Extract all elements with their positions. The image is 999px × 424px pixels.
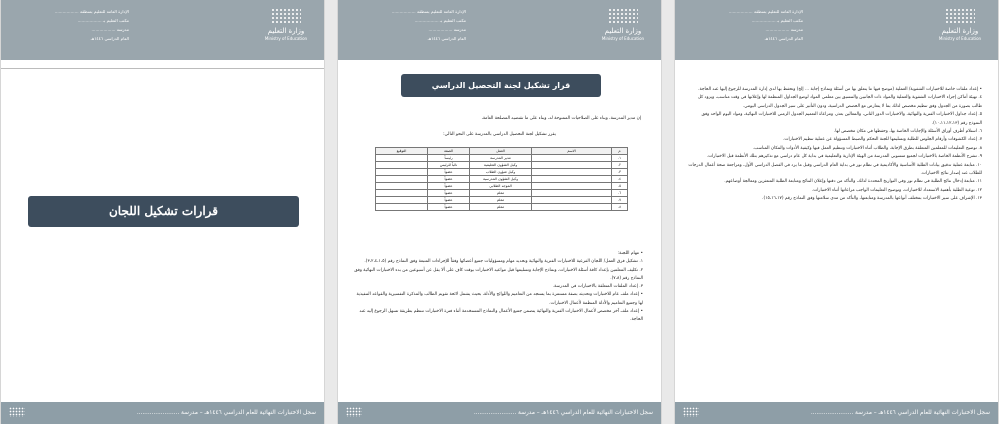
header-line: مكتب التعليم بـ .................. (751, 18, 803, 23)
header-line: مكتب التعليم بـ .................. (414, 18, 466, 23)
table-cell (376, 197, 428, 204)
task-paragraph: ٩. تشرح الأنظمة الخاصة بالاختبارات لجميع منسوبي المدرسة من الهيئة الإدارية والتعليمية في بداية كل عام دراسي مع تذكيرهم بتلك الأنظمة قبل الاختبارات. (706, 154, 982, 160)
table-cell: ٤. (612, 176, 628, 183)
task-paragraph: • إعداد ملف عام للاختبارات وتحديثه بصفة مستمرة بما يستجد من التعاميم واللوائح والأدلة، بحيث يشمل لائحة تقويم الطالب والمذكرة التفسيرية والقواعد التنفيذية لها وجميع التعاميم والأدلة المنظمة لأعمال الاختبارات. (356, 292, 643, 306)
header-line: مدرسة .................. (765, 27, 803, 32)
document-page-tasks (674, 0, 999, 424)
ministry-logo (597, 8, 649, 42)
header-line: مكتب التعليم بـ .................. (77, 18, 129, 23)
header-line: العام الدراسي ۱٤٤٦هـ (764, 36, 803, 41)
table-cell (376, 204, 428, 211)
table-cell: ٦. (612, 190, 628, 197)
header-line: العام الدراسي ۱٤٤٦هـ (90, 36, 129, 41)
task-paragraph: ٦. استلام أظرف أوراق الأسئلة والإجابات الخاصة بها، وحفظها في مكان مخصص لها. (833, 129, 982, 135)
footer-logo-icon (683, 407, 699, 417)
table-cell (532, 190, 612, 197)
table-cell: عضواً (428, 204, 470, 211)
header-line: الإدارة العامة للتعليم بمنطقة .................. (728, 9, 803, 14)
table-cell (532, 204, 612, 211)
section-title: قرار تشكيل لجنة التحصيل الدراسي (401, 74, 601, 97)
header-line: مدرسة .................. (91, 27, 129, 32)
footer-text: سجل الاختبارات النهائية للعام الدراسي ١٤٤٦هـ – مدرسة ....................... (810, 410, 990, 416)
table-cell: معلم (470, 197, 532, 204)
table-cell: وكيل الشؤون المدرسية (470, 176, 532, 183)
table-cell: ٢. (612, 162, 628, 169)
task-paragraph: ٥. إعداد جداول الاختبارات الفترية والنهائية، والاختبارات الدور الثاني، والمعالين بعذر، ومراعاة التعميم الجدول الزمني للاختبارات النهائية، ومواد اليوم الواحد وفق النموذج رقم (١٠،١١،١٢،١٣). (701, 112, 982, 126)
logo-english-text: Ministry of Education (264, 36, 308, 41)
cover-title: قرارات تشكيل اللجان (28, 196, 299, 227)
task-paragraph: ٤. تهيئة أماكن إجراء الاختبارات الشفوية والعملية والمواد ذات الجانبين والتنسيق بين معلمي المواد لوضع الجداول المنظمة لها وإعلانها في وقت مناسب، ويزود كل طالب بصورة من الجدول وفق تنظيم مخصص لذلك بما لا يتعارض مع الحصص الدراسية، ودون التأثير على سير الجدول الدراسي اليومي. (697, 95, 982, 109)
document-page-cover (0, 0, 325, 424)
committee-table (375, 147, 628, 211)
table-cell: ٣. (612, 169, 628, 176)
table-cell: وكيل شؤون الطلاب (470, 169, 532, 176)
logo-arabic-text: وزارة التعليم (267, 27, 305, 35)
table-cell: وكيل الشؤون التعليمية (470, 162, 532, 169)
header-line: الإدارة العامة للتعليم بمنطقة .................. (54, 9, 129, 14)
logo-dots-icon (945, 8, 975, 24)
header-line: مدرسة .................. (428, 27, 466, 32)
logo-english-text: Ministry of Education (938, 36, 982, 41)
logo-english-text: Ministry of Education (601, 36, 645, 41)
table-header-row (376, 148, 628, 155)
tasks-continued (688, 86, 982, 204)
ministry-logo (260, 8, 312, 42)
table-cell: عضواً (428, 190, 470, 197)
intro-text-2: يقرر تشكيل لجنة التحصيل الدراسي بالمدرسة على النحو التالي: (443, 132, 556, 137)
ministry-logo (934, 8, 986, 42)
table-cell: مدير المدرسة (470, 155, 532, 162)
column-header: العمل (470, 148, 532, 155)
task-paragraph: ١٠. متابعة عملية تدقيق بيانات الطلبة الأساسية والأكاديمية في نظام نور في بداية العام الدراسي وقبل ما يرد في الفصل الدراسي الأول، ومراجعة صحة أعمال الدرجات للطلاب عند إصدار نتائج الاختبارات. (688, 162, 982, 177)
table-cell: ٨. (612, 204, 628, 211)
table-cell: عضواً (428, 197, 470, 204)
task-paragraph: ١. تشكيل فرق العمل/ اللجان الفرعية للاختبارات الفترية والنهائية وتحديد مهام ومسؤوليات جميع أعضائها وفقاً للإجراءات المتبعة وفق النماذج رقم (٣،٢،٤،١،٥). (364, 259, 643, 265)
task-paragraph: • إعداد ملفات خاصة للاختبارات الشفوية/ العملية (موضح فيها ما يتعلق بها من أسئلة ونماذج إجابة ... إلخ) وتحفظ بها لدى إدارة المدرسة للرجوع إليها عند الحاجة. (698, 87, 982, 92)
footer-logo-icon (9, 407, 25, 417)
task-paragraph: • مهام اللجنة: (617, 251, 643, 256)
table-cell (376, 190, 428, 197)
table-row (376, 183, 628, 190)
column-header: م (612, 148, 628, 155)
header-info (346, 7, 466, 43)
table-row (376, 176, 628, 183)
cover-area (1, 68, 324, 400)
task-paragraph: ٧. إعداد الكشوفات وأرقام الجلوس للطلبة وتسليمها للجنة التحكم والضبط المسؤولة عن عملية تنظيم الاختبارات. (783, 137, 982, 143)
column-header: الاسم (532, 148, 612, 155)
page-footer (338, 402, 661, 424)
intro-text: إن مدير المدرسة، وبناء على الصلاحيات الممنوحة له، وبناء على ما تقتضيه المصلحة العامة، (481, 116, 641, 121)
page-header (338, 0, 661, 60)
logo-arabic-text: وزارة التعليم (941, 27, 979, 35)
table-row (376, 190, 628, 197)
table-cell (376, 169, 428, 176)
table-cell (532, 183, 612, 190)
column-header: التوقيع (376, 148, 428, 155)
footer-text: سجل الاختبارات النهائية للعام الدراسي ١٤٤٦هـ – مدرسة ....................... (473, 410, 653, 416)
table-cell: رئيساً (428, 155, 470, 162)
table-cell: معلم (470, 190, 532, 197)
table-cell: عضواً (428, 176, 470, 183)
task-paragraph: • إعداد ملف آخر مخصص لأعمال الاختبارات الفترية والنهائية يتضمن جميع الأعمال والنماذج المستخدمة أثناء فترة الاختبارات تنتظم بطريقة تسهل الرجوع إليه عند الحاجة. (359, 308, 643, 322)
column-header: الصفة (428, 148, 470, 155)
table-cell (532, 162, 612, 169)
task-paragraph: ١٣. الإشراف على سير الاختبارات بمختلف أنواعها بالمدرسة ومتابعتها، والتأكد من مدى سلامتها وفق النماذج رقم (١٥،١٦،١٧). (762, 196, 982, 202)
task-paragraph: ١٢. توعية الطلبة بأهمية الاستعداد للاختبارات، وتوضيح التعليمات الواجب مراعاتها أثناء الاختبارات. (811, 187, 982, 193)
page-header (675, 0, 998, 60)
table-cell: عضواً (428, 169, 470, 176)
page-header (1, 0, 324, 60)
table-cell (532, 197, 612, 204)
task-paragraph: ٣. إعداد الملفات المتعلقة بالاختبارات في المدرسة. (552, 284, 643, 289)
header-line: العام الدراسي ۱٤٤٦هـ (427, 36, 466, 41)
table-cell: ٥. (612, 183, 628, 190)
footer-text: سجل الاختبارات النهائية للعام الدراسي ١٤٤٦هـ – مدرسة ....................... (136, 410, 316, 416)
document-page-committee (337, 0, 662, 424)
committee-tasks (351, 250, 643, 324)
table-cell: ١. (612, 155, 628, 162)
task-paragraph: ٨. توضيح التعليمات للمعلمين المتعلقة بطرق الإجابة، والطلاب أثناء الاختبارات وتنظيم العمل فيها وكيفية الأدوات والمكان المناسب. (752, 145, 982, 151)
logo-dots-icon (271, 8, 301, 24)
table-row (376, 204, 628, 211)
header-info (9, 7, 129, 43)
table-cell (532, 176, 612, 183)
page-footer (1, 402, 324, 424)
task-paragraph: ٢. تكليف المعلمين بإعداد كافة أسئلة الاختبارات، ونماذج الإجابة وتسليمها قبل مواعيد الاختبارات بوقت كاف على ألا يقل عن أسبوعين من بدء الاختبارات النهائية وفق النماذج رقم (٧،٨). (354, 267, 643, 281)
header-line: الإدارة العامة للتعليم بمنطقة .................. (391, 9, 466, 14)
footer-logo-icon (346, 407, 362, 417)
table-cell: الموجه الطلابي (470, 183, 532, 190)
table-cell: ٧. (612, 197, 628, 204)
table-cell (376, 176, 428, 183)
table-cell: نائباً للرئيس (428, 162, 470, 169)
table-cell (532, 155, 612, 162)
task-paragraph: ١١. متابعة إدخال نتائج الطلبة في نظام نور وفي التواريخ المحددة لذلك، والتأكد من دقتها وإعلان النتائج ومتابعة الطلبة المتعثرين ومعالجة أوضاعهم. (724, 179, 982, 185)
logo-dots-icon (608, 8, 638, 24)
table-row (376, 169, 628, 176)
header-info (683, 7, 803, 43)
logo-arabic-text: وزارة التعليم (604, 27, 642, 35)
table-row (376, 197, 628, 204)
page-footer (675, 402, 998, 424)
table-cell (376, 155, 428, 162)
table-row (376, 162, 628, 169)
table-cell (532, 169, 612, 176)
table-cell (376, 162, 428, 169)
table-cell: معلم (470, 204, 532, 211)
table-cell: عضواً (428, 183, 470, 190)
table-cell (376, 183, 428, 190)
table-row (376, 155, 628, 162)
